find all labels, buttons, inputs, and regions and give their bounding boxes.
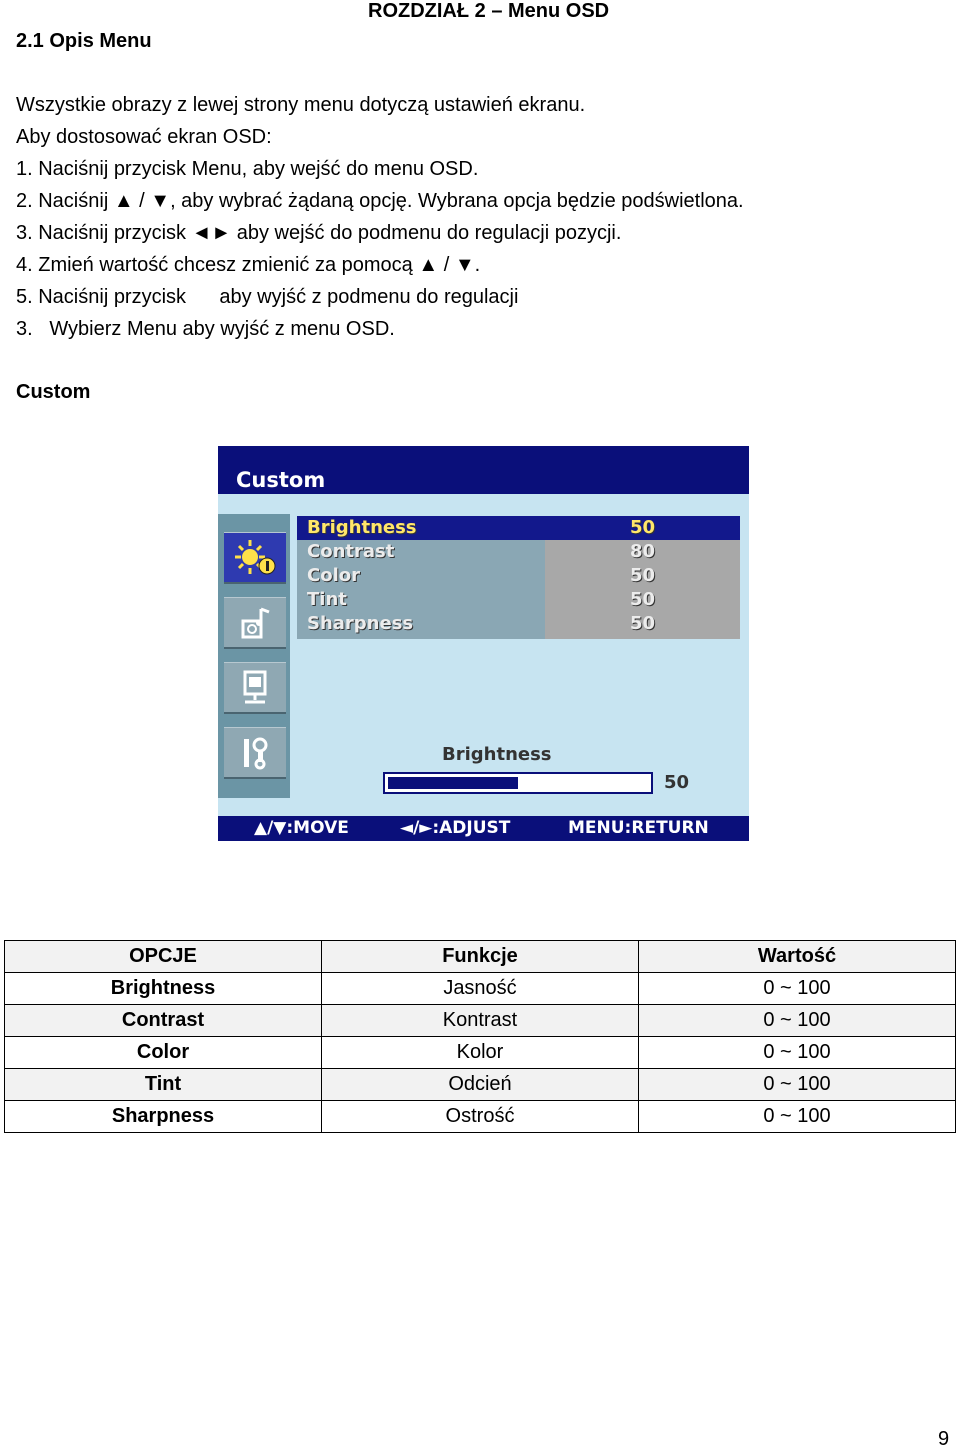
column-header: OPCJE	[5, 941, 322, 973]
instruction-line: Wszystkie obrazy z lewej strony menu dotyczą ustawień ekranu.	[16, 94, 586, 116]
instruction-line: 1. Naciśnij przycisk Menu, aby wejść do menu OSD.	[16, 158, 479, 180]
instruction-line: 3. Wybierz Menu aby wyjść z menu OSD.	[16, 318, 395, 340]
option-cell: Tint	[5, 1069, 322, 1101]
osd-item-value: 50	[630, 517, 656, 538]
value-cell: 0 ~ 100	[639, 973, 956, 1005]
value-cell: 0 ~ 100	[639, 1005, 956, 1037]
osd-item-value: 50	[630, 613, 656, 634]
osd-option-list	[297, 516, 740, 639]
option-cell: Sharpness	[5, 1101, 322, 1133]
page-number: 9	[938, 1428, 950, 1450]
table-row	[5, 1069, 956, 1101]
osd-item-value: 50	[630, 589, 656, 610]
osd-item-color[interactable]	[297, 564, 740, 588]
function-cell: Kontrast	[322, 1005, 639, 1037]
table-row	[5, 973, 956, 1005]
osd-brightness-slider[interactable]	[383, 772, 653, 794]
option-cell: Contrast	[5, 1005, 322, 1037]
osd-item-name: Brightness	[307, 517, 417, 538]
audio-icon[interactable]	[224, 597, 286, 649]
tools-icon[interactable]	[224, 727, 286, 779]
value-cell: 0 ~ 100	[639, 1101, 956, 1133]
option-cell: Color	[5, 1037, 322, 1069]
table-row	[5, 1101, 956, 1133]
osd-bar-value: 50	[664, 772, 690, 793]
osd-item-name: Contrast	[307, 541, 395, 562]
instruction-line: 5. Naciśnij przycisk aby wyjść z podmenu do regulacji	[16, 286, 519, 308]
osd-item-tint[interactable]	[297, 588, 740, 612]
osd-footer	[218, 816, 749, 841]
osd-footer-adjust: ◄/►:ADJUST	[400, 818, 511, 838]
value-cell: 0 ~ 100	[639, 1069, 956, 1101]
options-table	[4, 940, 956, 1133]
instruction-line: 3. Naciśnij przycisk ◄► aby wejść do podmenu do regulacji pozycji.	[16, 222, 622, 244]
osd-item-name: Sharpness	[307, 613, 414, 634]
custom-heading: Custom	[16, 381, 91, 403]
function-cell: Jasność	[322, 973, 639, 1005]
osd-title-bar	[218, 446, 749, 494]
osd-item-name: Color	[307, 565, 360, 586]
column-header: Wartość	[639, 941, 956, 973]
instruction-line: Aby dostosować ekran OSD:	[16, 126, 272, 148]
osd-footer-menu: MENU:RETURN	[568, 818, 709, 838]
function-cell: Ostrość	[322, 1101, 639, 1133]
osd-item-brightness[interactable]	[297, 516, 740, 540]
monitor-icon[interactable]	[224, 662, 286, 714]
osd-icon-sidebar	[218, 514, 290, 798]
osd-item-value: 80	[630, 541, 656, 562]
osd-slider-fill	[388, 777, 518, 789]
value-cell: 0 ~ 100	[639, 1037, 956, 1069]
osd-title: Custom	[236, 468, 326, 492]
table-header-row	[5, 941, 956, 973]
osd-item-name: Tint	[307, 589, 347, 610]
function-cell: Kolor	[322, 1037, 639, 1069]
instruction-line: 4. Zmień wartość chcesz zmienić za pomocą ▲ / ▼.	[16, 254, 481, 276]
chapter-title: ROZDZIAŁ 2 – Menu OSD	[368, 0, 610, 22]
column-header: Funkcje	[322, 941, 639, 973]
osd-item-value: 50	[630, 565, 656, 586]
osd-screenshot	[218, 446, 749, 841]
brightness-icon[interactable]	[224, 532, 286, 584]
osd-item-sharpness[interactable]	[297, 612, 740, 636]
osd-footer-move: ▲/▼:MOVE	[254, 818, 349, 838]
table-row	[5, 1037, 956, 1069]
osd-item-contrast[interactable]	[297, 540, 740, 564]
function-cell: Odcień	[322, 1069, 639, 1101]
table-row	[5, 1005, 956, 1037]
section-title: 2.1 Opis Menu	[16, 30, 152, 52]
osd-bar-label: Brightness	[442, 744, 552, 765]
option-cell: Brightness	[5, 973, 322, 1005]
instruction-line: 2. Naciśnij ▲ / ▼, aby wybrać żądaną opcję. Wybrana opcja będzie podświetlona.	[16, 190, 744, 212]
